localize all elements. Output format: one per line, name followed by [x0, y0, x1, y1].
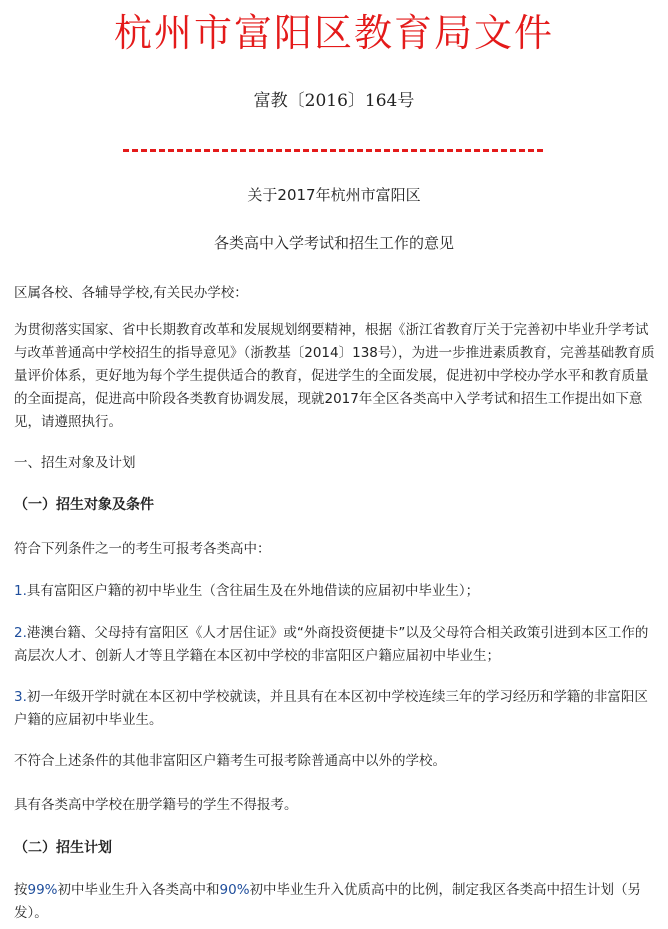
conditions-intro: 符合下列条件之一的考生可报考各类高中： — [14, 541, 271, 557]
condition-item-3 — [14, 686, 658, 732]
item-number: 1. — [14, 583, 27, 599]
item-text: 具有富阳区户籍的初中毕业生（含往届生及在外地借读的应届初中毕业生）； — [26, 583, 480, 599]
note-paragraph-2: 具有各类高中学校在册学籍号的学生不得报考。 — [14, 797, 298, 813]
addressee: 区属各校、各辅导学校,有关民办学校： — [14, 285, 248, 301]
plan-percentage-1: 99% — [27, 882, 58, 898]
subject-line-1: 关于2017年杭州市富阳区 — [247, 186, 421, 204]
section-heading-1: 一、招生对象及计划 — [14, 455, 136, 471]
note-paragraph-1: 不符合上述条件的其他非富阳区户籍考生可报考除普通高中以外的学校。 — [14, 753, 446, 769]
plan-percentage-2: 90% — [219, 882, 250, 898]
condition-item-1 — [14, 580, 658, 603]
plan-text: 按 — [14, 882, 28, 898]
subsection-heading-2: （二）招生计划 — [14, 840, 112, 856]
item-text: 初一年级开学时就在本区初中学校就读，并且具有在本区初中学校连续三年的学习经历和学籍的非富阳区户籍的应届初中毕业生。 — [14, 689, 648, 728]
subsection-heading-1: （一）招生对象及条件 — [14, 497, 154, 513]
intro-paragraph: 为贯彻落实国家、省中长期教育改革和发展规划纲要精神，根据《浙江省教育厅关于完善初中毕业升学考试与改革普通高中学校招生的指导意见》（浙教基〔2014〕138号），为进一步推进素质教育，完善基础教育质量评价体系，更好地为每个学生提供适合的教育，促进学生的全面发展，促进初中学校办学水平和教育质量的全面提高，促进高中阶段各类教育协调发展，现就2017年全区各类高中入学考试和招生工作提出如下意见，请遵照执行。 — [14, 322, 655, 430]
subject-line-2: 各类高中入学考试和招生工作的意见 — [213, 234, 454, 252]
red-separator-line — [123, 149, 543, 152]
plan-text: 初中毕业生升入各类高中和 — [57, 882, 220, 898]
condition-item-2 — [14, 622, 658, 668]
item-text: 港澳台籍、父母持有富阳区《人才居住证》或“外商投资便捷卡”以及父母符合相关政策引进到本区工作的高层次人才、创新人才等且学籍在本区初中学校的非富阳区户籍应届初中毕业生； — [14, 625, 649, 664]
plan-paragraph — [14, 879, 658, 925]
document-number: 富教〔2016〕164号 — [253, 91, 415, 111]
item-number: 2. — [14, 625, 27, 641]
plan-text: 初中毕业生升入优质高中的比例，制定我区各类高中招生计划（另发）。 — [14, 882, 642, 921]
document-header-title: 杭州市富阳区教育局文件 — [113, 11, 554, 55]
item-number: 3. — [14, 689, 27, 705]
